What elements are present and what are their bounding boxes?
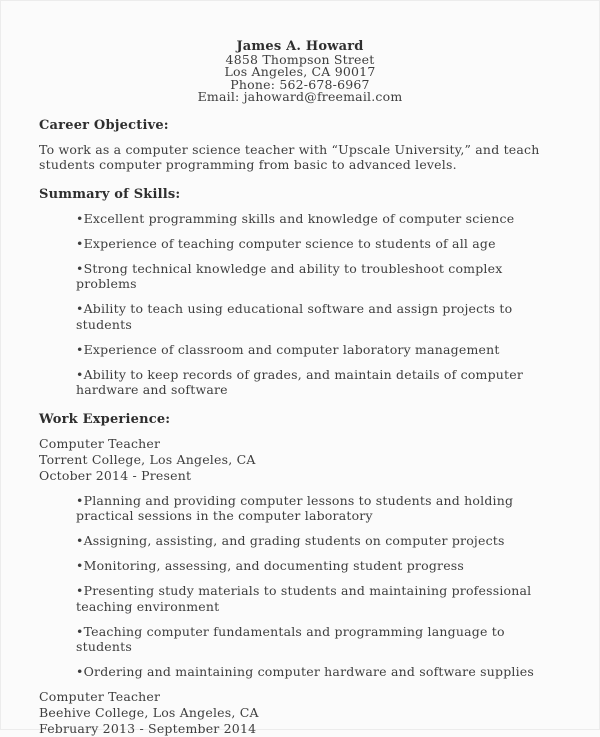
bullet-marker: • bbox=[76, 235, 84, 251]
duty-item bbox=[76, 624, 561, 655]
duty-item bbox=[76, 558, 561, 574]
duty-text: Ordering and maintaining computer hardware and software supplies bbox=[83, 664, 534, 680]
duty-text: Assigning, assisting, and grading students on computer projects bbox=[83, 533, 505, 549]
summary-of-skills-heading: Summary of Skills: bbox=[39, 186, 181, 202]
contact-address-city: Los Angeles, CA 90017 bbox=[224, 64, 376, 80]
skill-item bbox=[76, 367, 561, 398]
contact-phone: Phone: 562-678-6967 bbox=[230, 76, 370, 92]
career-objective-heading: Career Objective: bbox=[39, 117, 169, 133]
duty-text: Presenting study materials to students and maintaining professional teaching environment bbox=[76, 583, 532, 614]
bullet-marker: • bbox=[76, 533, 84, 549]
duty-text: Teaching computer fundamentals and programming language to students bbox=[76, 623, 505, 655]
bullet-marker: • bbox=[76, 366, 84, 382]
skill-item bbox=[76, 211, 561, 227]
job-title: Computer Teacher bbox=[39, 689, 161, 705]
duty-text: Planning and providing computer lessons to students and holding practical sessions in the computer laboratory bbox=[76, 492, 514, 524]
job-employer: Torrent College, Los Angeles, CA bbox=[39, 451, 256, 467]
work-experience-heading: Work Experience: bbox=[39, 411, 171, 427]
job-dates: October 2014 - Present bbox=[39, 467, 192, 483]
duty-text: Monitoring, assessing, and documenting student progress bbox=[83, 558, 465, 574]
job-duties-list bbox=[39, 493, 561, 680]
job-title: Computer Teacher bbox=[39, 435, 161, 451]
skill-text: Ability to keep records of grades, and maintain details of computer hardware and software bbox=[76, 366, 524, 398]
bullet-marker: • bbox=[76, 260, 84, 276]
skill-text: Strong technical knowledge and ability to troubleshoot complex problems bbox=[76, 260, 503, 292]
contact-email: Email: jahoward@freemail.com bbox=[197, 89, 403, 105]
skill-item bbox=[76, 342, 561, 358]
skill-item bbox=[76, 301, 561, 332]
duty-item bbox=[76, 533, 561, 549]
skill-text: Excellent programming skills and knowledge of computer science bbox=[83, 210, 515, 226]
contact-address-street: 4858 Thompson Street bbox=[225, 51, 375, 67]
job-dates: February 2013 - September 2014 bbox=[39, 721, 257, 737]
bullet-marker: • bbox=[76, 210, 84, 226]
contact-block bbox=[39, 41, 561, 104]
bullet-marker: • bbox=[76, 492, 84, 508]
career-objective-text: To work as a computer science teacher with “Upscale University,” and teach students computer programming from basic to advanced levels. bbox=[39, 141, 540, 173]
duty-item bbox=[76, 493, 561, 524]
skill-item bbox=[76, 261, 561, 292]
skill-text: Ability to teach using educational software and assign projects to students bbox=[76, 301, 513, 332]
skills-list bbox=[39, 211, 561, 398]
bullet-marker: • bbox=[76, 558, 84, 574]
bullet-marker: • bbox=[76, 583, 84, 599]
bullet-marker: • bbox=[76, 664, 84, 680]
duty-item bbox=[76, 664, 561, 680]
skill-text: Experience of classroom and computer laboratory management bbox=[83, 341, 500, 357]
skill-text: Experience of teaching computer science to students of all age bbox=[83, 235, 496, 251]
contact-name: James A. Howard bbox=[236, 39, 364, 54]
duty-item bbox=[76, 583, 561, 614]
job-header bbox=[39, 436, 561, 484]
bullet-marker: • bbox=[76, 341, 84, 357]
job-employer: Beehive College, Los Angeles, CA bbox=[39, 705, 259, 721]
bullet-marker: • bbox=[76, 301, 84, 317]
skill-item bbox=[76, 236, 561, 252]
bullet-marker: • bbox=[76, 623, 84, 639]
